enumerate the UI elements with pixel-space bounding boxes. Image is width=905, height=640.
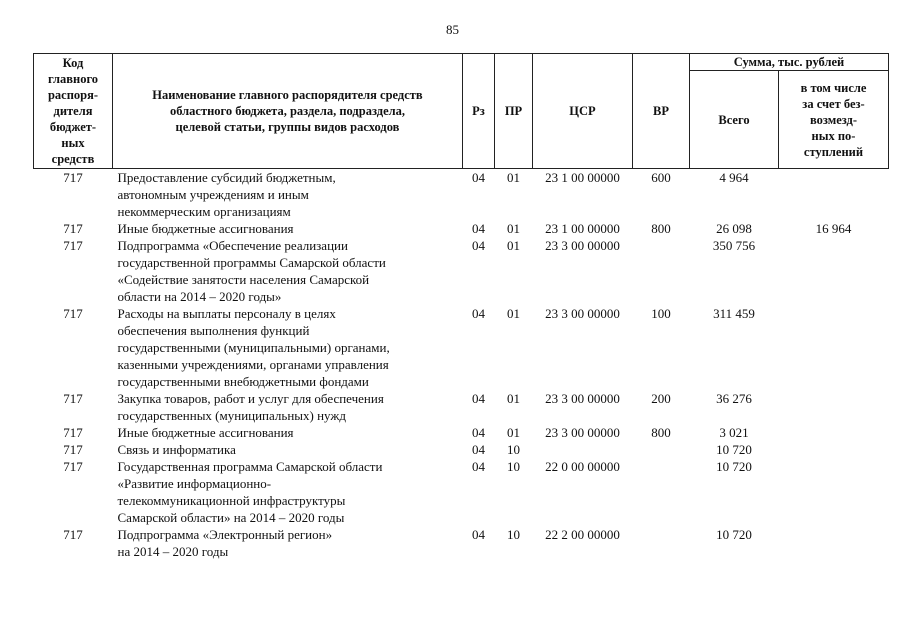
- cell-gratis: [779, 526, 889, 560]
- cell-name: [113, 220, 463, 237]
- cell-csr: 22 2 00 00000: [545, 527, 620, 542]
- cell-rz: 04: [472, 391, 485, 406]
- cell-gratis: [779, 441, 889, 458]
- text-line: ных по-: [811, 128, 856, 143]
- cell-csr: 23 3 00 00000: [545, 425, 620, 440]
- text-line: областного бюджета, раздела, подраздела,: [169, 104, 406, 118]
- text-line: телекоммуникационной инфраструктуры: [117, 493, 346, 508]
- table-row: [34, 390, 889, 424]
- text-line: ступлений: [803, 144, 864, 159]
- text-line: на 2014 – 2020 годы: [117, 544, 229, 559]
- text-line: ных: [61, 136, 85, 150]
- table-row: [34, 458, 889, 526]
- cell-total: 10 720: [716, 459, 752, 474]
- text-line: государственными внебюджетными фондами: [117, 374, 369, 389]
- text-line: Самарской области» на 2014 – 2020 годы: [117, 510, 345, 525]
- cell-gratis: [779, 390, 889, 424]
- table-row: [34, 220, 889, 237]
- cell-code: 717: [63, 425, 83, 440]
- cell-code: 717: [63, 238, 83, 253]
- text-line: Подпрограмма «Электронный регион»: [117, 527, 333, 542]
- cell-csr: 23 3 00 00000: [545, 238, 620, 253]
- table-header: [34, 54, 889, 169]
- text-line: распоря-: [47, 88, 99, 102]
- header-csr: ЦСР: [533, 54, 633, 169]
- text-line: государственными (муниципальными) органами,: [117, 340, 390, 355]
- cell-pr: 01: [507, 170, 520, 185]
- cell-vr: 200: [651, 391, 671, 406]
- text-line: казенными учреждениями, органами управления: [117, 357, 389, 372]
- cell-pr: 01: [507, 238, 520, 253]
- table-row: [34, 305, 889, 390]
- cell-code: 717: [63, 459, 83, 474]
- cell-rz: 04: [472, 306, 485, 321]
- cell-total: 36 276: [716, 391, 752, 406]
- header-gratis: [779, 71, 889, 169]
- cell-csr: 23 3 00 00000: [545, 306, 620, 321]
- text-line: области на 2014 – 2020 годы»: [117, 289, 282, 304]
- text-line: «Содействие занятости населения Самарской: [117, 272, 370, 287]
- cell-pr: 01: [507, 391, 520, 406]
- cell-name: [113, 526, 463, 560]
- cell-total: 26 098: [716, 221, 752, 236]
- text-line: дителя: [53, 104, 93, 118]
- cell-gratis: [779, 169, 889, 221]
- text-line: главного: [47, 72, 99, 86]
- cell-pr: 01: [507, 306, 520, 321]
- text-line: в том числе: [800, 80, 867, 95]
- cell-pr: 10: [507, 442, 520, 457]
- cell-name: [113, 237, 463, 305]
- cell-vr: [633, 237, 690, 305]
- cell-vr: 800: [651, 221, 671, 236]
- text-line: некоммерческим организациям: [117, 204, 291, 219]
- cell-vr: 600: [651, 170, 671, 185]
- cell-name: [113, 458, 463, 526]
- table-body: [34, 169, 889, 561]
- cell-gratis: 16 964: [815, 221, 852, 236]
- text-line: «Развитие информационно-: [117, 476, 272, 491]
- header-rz: Рз: [463, 54, 495, 169]
- text-line: Иные бюджетные ассигнования: [117, 425, 294, 440]
- cell-total: 3 021: [719, 425, 749, 440]
- cell-csr: 22 0 00 00000: [545, 459, 620, 474]
- cell-rz: 04: [472, 527, 485, 542]
- table-row: [34, 526, 889, 560]
- text-line: Государственная программа Самарской области: [117, 459, 383, 474]
- header-sum: Сумма, тыс. рублей: [690, 54, 889, 71]
- cell-pr: 10: [507, 527, 520, 542]
- cell-csr: [533, 441, 633, 458]
- cell-gratis: [779, 305, 889, 390]
- text-line: Наименование главного распорядителя средств: [152, 88, 423, 102]
- cell-csr: 23 1 00 00000: [545, 170, 620, 185]
- text-line: Код: [62, 56, 84, 70]
- cell-code: 717: [63, 442, 83, 457]
- cell-name: [113, 424, 463, 441]
- cell-gratis: [779, 424, 889, 441]
- cell-name: [113, 305, 463, 390]
- text-line: Закупка товаров, работ и услуг для обеспечения: [117, 391, 384, 406]
- text-line: Подпрограмма «Обеспечение реализации: [117, 238, 348, 253]
- text-line: средств: [51, 152, 95, 166]
- cell-gratis: [779, 237, 889, 305]
- cell-rz: 04: [472, 425, 485, 440]
- cell-code: 717: [63, 306, 83, 321]
- table-row: [34, 424, 889, 441]
- page-number: 85: [446, 22, 459, 37]
- cell-name: [113, 441, 463, 458]
- cell-code: 717: [63, 221, 83, 236]
- cell-csr: 23 1 00 00000: [545, 221, 620, 236]
- text-line: Расходы на выплаты персоналу в целях: [117, 306, 336, 321]
- cell-total: 4 964: [719, 170, 749, 185]
- cell-code: 717: [63, 391, 83, 406]
- text-line: целевой статьи, группы видов расходов: [175, 120, 400, 134]
- cell-pr: 01: [507, 425, 520, 440]
- cell-vr: 100: [651, 306, 671, 321]
- cell-gratis: [779, 458, 889, 526]
- cell-vr: [633, 526, 690, 560]
- cell-total: 350 756: [712, 238, 756, 253]
- cell-total: 10 720: [716, 527, 752, 542]
- cell-code: 717: [63, 170, 83, 185]
- header-total: Всего: [690, 71, 779, 169]
- text-line: бюджет-: [49, 120, 97, 134]
- cell-vr: 800: [651, 425, 671, 440]
- text-line: возмезд-: [809, 112, 858, 127]
- text-line: за счет без-: [802, 96, 865, 111]
- cell-rz: 04: [472, 238, 485, 253]
- cell-total: 311 459: [713, 306, 755, 321]
- cell-pr: 10: [507, 459, 520, 474]
- table-row: [34, 169, 889, 221]
- cell-name: [113, 390, 463, 424]
- cell-name: [113, 169, 463, 221]
- cell-rz: 04: [472, 221, 485, 236]
- cell-vr: [633, 458, 690, 526]
- text-line: Связь и информатика: [117, 442, 236, 457]
- cell-pr: 01: [507, 221, 520, 236]
- header-code: [34, 54, 113, 169]
- text-line: Предоставление субсидий бюджетным,: [117, 170, 336, 185]
- cell-rz: 04: [472, 170, 485, 185]
- text-line: государственных (муниципальных) нужд: [117, 408, 346, 423]
- header-name: [113, 54, 463, 169]
- cell-vr: [633, 441, 690, 458]
- cell-rz: 04: [472, 442, 485, 457]
- budget-table: [33, 53, 889, 560]
- table-row: [34, 237, 889, 305]
- text-line: автономным учреждениям и иным: [117, 187, 309, 202]
- text-line: обеспечения выполнения функций: [117, 323, 310, 338]
- cell-code: 717: [63, 527, 83, 542]
- table-row: [34, 441, 889, 458]
- cell-total: 10 720: [716, 442, 752, 457]
- text-line: государственной программы Самарской области: [117, 255, 386, 270]
- header-vr: ВР: [633, 54, 690, 169]
- cell-rz: 04: [472, 459, 485, 474]
- text-line: Иные бюджетные ассигнования: [117, 221, 294, 236]
- header-pr: ПР: [495, 54, 533, 169]
- cell-csr: 23 3 00 00000: [545, 391, 620, 406]
